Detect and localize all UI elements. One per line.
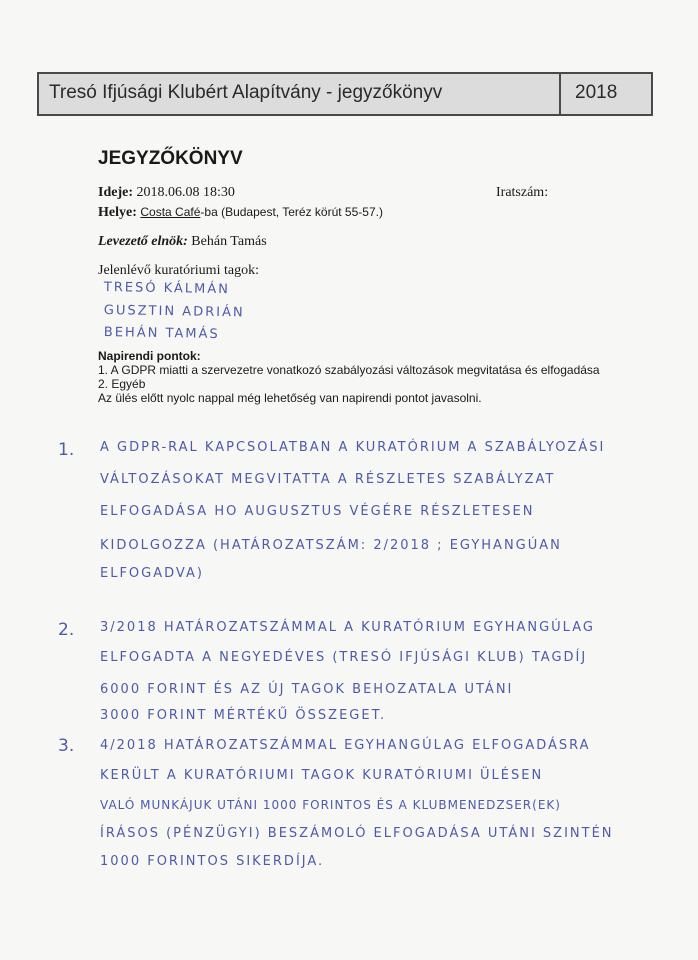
note-line: 3000 FORINT MÉRTÉKŰ ÖSSZEGET. <box>100 708 387 723</box>
note-line: ELFOGADVA) <box>100 566 204 581</box>
agenda-note: Az ülés előtt nyolc nappal még lehetőség van napirendi pontot javasolni. <box>98 391 482 405</box>
note-line: KERÜLT A KURATÓRIUMI TAGOK KURATÓRIUMI ÜLÉSEN <box>100 768 544 783</box>
date-row <box>98 185 235 201</box>
note-line: A GDPR-RAL KAPCSOLATBAN A KURATÓRIUM A SZABÁLYOZÁSI <box>100 440 606 455</box>
agenda-item: 2. Egyéb <box>98 377 146 391</box>
member-handwritten: BEHÁN TAMÁS <box>103 325 220 343</box>
file-number-label: Iratszám: <box>496 185 549 200</box>
place-link[interactable]: Costa Café <box>140 205 201 219</box>
note-number: 1. <box>58 440 75 460</box>
note-line: ELFOGADTA A NEGYEDÉVES (TRESÓ IFJÚSÁGI KLUB) TAGDÍJ <box>100 650 588 665</box>
agenda-item: 1. A GDPR miatti a szervezetre vonatkozó szabályozási változások megvitatása és elfogadása <box>98 363 600 377</box>
agenda-heading: Napirendi pontok: <box>98 349 201 363</box>
member-handwritten: GUSZTIN ADRIÁN <box>103 303 245 321</box>
organization-title: Tresó Ifjúsági Klubért Alapítvány - jegyzőkönyv <box>49 82 443 103</box>
note-line: 3/2018 HATÁROZATSZÁMMAL A KURATÓRIUM EGYHANGÚLAG <box>100 620 595 635</box>
note-line: 4/2018 HATÁROZATSZÁMMAL EGYHANGÚLAG ELFOGADÁSRA <box>100 738 591 753</box>
chair-label: Levezető elnök: <box>98 234 188 249</box>
member-handwritten: TRESÓ KÁLMÁN <box>103 280 231 298</box>
date-value: 2018.06.08 18:30 <box>136 185 235 200</box>
place-row <box>98 205 383 221</box>
place-label: Helye: <box>98 205 137 220</box>
note-line: 6000 FORINT ÉS AZ ÚJ TAGOK BEHOZATALA UTÁNI <box>100 682 514 697</box>
note-line: 1000 FORINTOS SIKERDÍJA. <box>100 854 325 869</box>
note-line: ELFOGADÁSA HO AUGUSZTUS VÉGÉRE RÉSZLETESEN <box>100 504 535 519</box>
document-header <box>37 72 653 116</box>
header-divider <box>559 74 561 114</box>
note-line: VALÓ MUNKÁJUK UTÁNI 1000 FORINTOS ÉS A KLUBMENEDZSER(EK) <box>100 798 561 812</box>
chair-row <box>98 234 267 250</box>
note-number: 2. <box>58 620 75 640</box>
header-year: 2018 <box>575 82 618 103</box>
chair-value: Behán Tamás <box>191 234 267 249</box>
note-line: KIDOLGOZZA (HATÁROZATSZÁM: 2/2018 ; EGYHANGÚAN <box>100 538 562 553</box>
note-line: VÁLTOZÁSOKAT MEGVITATTA A RÉSZLETES SZABÁLYZAT <box>100 472 556 487</box>
note-number: 3. <box>58 736 75 756</box>
date-label: Ideje: <box>98 185 133 200</box>
note-line: ÍRÁSOS (PÉNZÜGYI) BESZÁMOLÓ ELFOGADÁSA UTÁNI SZINTÉN <box>100 826 614 841</box>
members-label: Jelenlévő kuratóriumi tagok: <box>98 263 259 278</box>
place-value: -ba (Budapest, Teréz körút 55-57.) <box>200 205 383 219</box>
document-title: JEGYZŐKÖNYV <box>98 148 243 169</box>
